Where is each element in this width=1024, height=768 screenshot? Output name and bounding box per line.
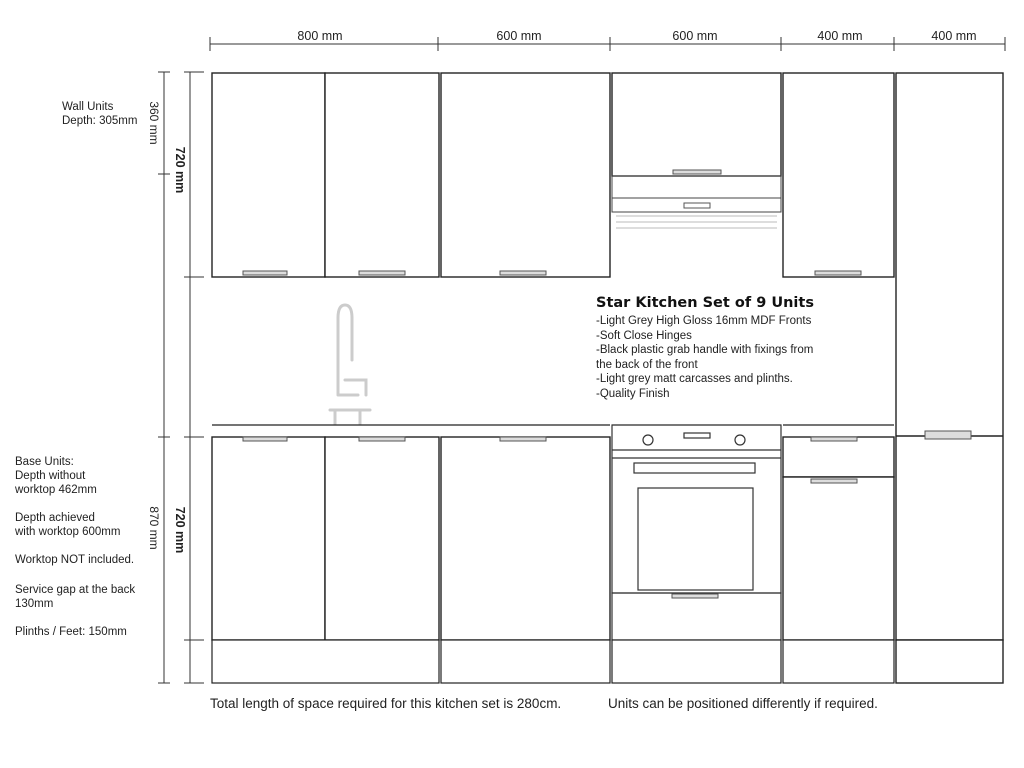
base-height-dim-label: 720 mm <box>173 506 187 554</box>
wall-height-dim-label: 720 mm <box>173 146 187 194</box>
product-feature: -Light Grey High Gloss 16mm MDF Fronts <box>596 315 812 327</box>
position-note: Units can be positioned differently if required. <box>608 696 878 711</box>
base-depth-dim-label: 870 mm <box>147 506 161 550</box>
length-note: Total length of space required for this kitchen set is 280cm. <box>210 696 562 711</box>
product-feature: the back of the front <box>596 358 698 371</box>
width-label-2: 600 mm <box>496 29 542 43</box>
width-label-1: 800 mm <box>297 29 343 43</box>
wall-units-note-line: Wall Units <box>62 101 114 113</box>
width-label-5: 400 mm <box>931 29 977 43</box>
product-title: Star Kitchen Set of 9 Units <box>596 295 814 311</box>
cooker-hood <box>612 176 781 228</box>
base-units-note-line: Base Units: <box>15 456 74 468</box>
wall-units-note-line: Depth: 305mm <box>62 115 138 127</box>
base-units-note-line: Depth achieved <box>15 512 95 524</box>
base-units-note-line: Depth without <box>15 470 86 482</box>
product-info-block <box>596 295 814 401</box>
base-units-note-line: Service gap at the back <box>15 584 136 596</box>
tall-unit <box>896 73 1003 683</box>
tap-icon <box>330 305 370 424</box>
width-label-4: 400 mm <box>817 29 863 43</box>
base-units-note <box>15 455 135 639</box>
product-feature: -Black plastic grab handle with fixings from <box>596 344 814 356</box>
base-units <box>212 437 894 640</box>
width-label-3: 600 mm <box>672 29 718 43</box>
oven <box>612 425 781 640</box>
product-feature: -Soft Close Hinges <box>596 329 692 342</box>
plinths <box>212 640 894 683</box>
product-feature: -Quality Finish <box>596 387 670 400</box>
wall-units <box>212 73 894 277</box>
wall-depth-dim-label: 360 mm <box>147 101 161 145</box>
wall-units-note <box>62 100 137 128</box>
base-units-note-line: worktop 462mm <box>15 484 97 496</box>
base-units-note-line: Worktop NOT included. <box>15 554 135 566</box>
base-units-note-line: 130mm <box>15 598 54 610</box>
base-units-note-line: with worktop 600mm <box>15 526 121 538</box>
base-units-note-line: Plinths / Feet: 150mm <box>15 626 127 638</box>
product-feature: -Light grey matt carcasses and plinths. <box>596 373 793 385</box>
